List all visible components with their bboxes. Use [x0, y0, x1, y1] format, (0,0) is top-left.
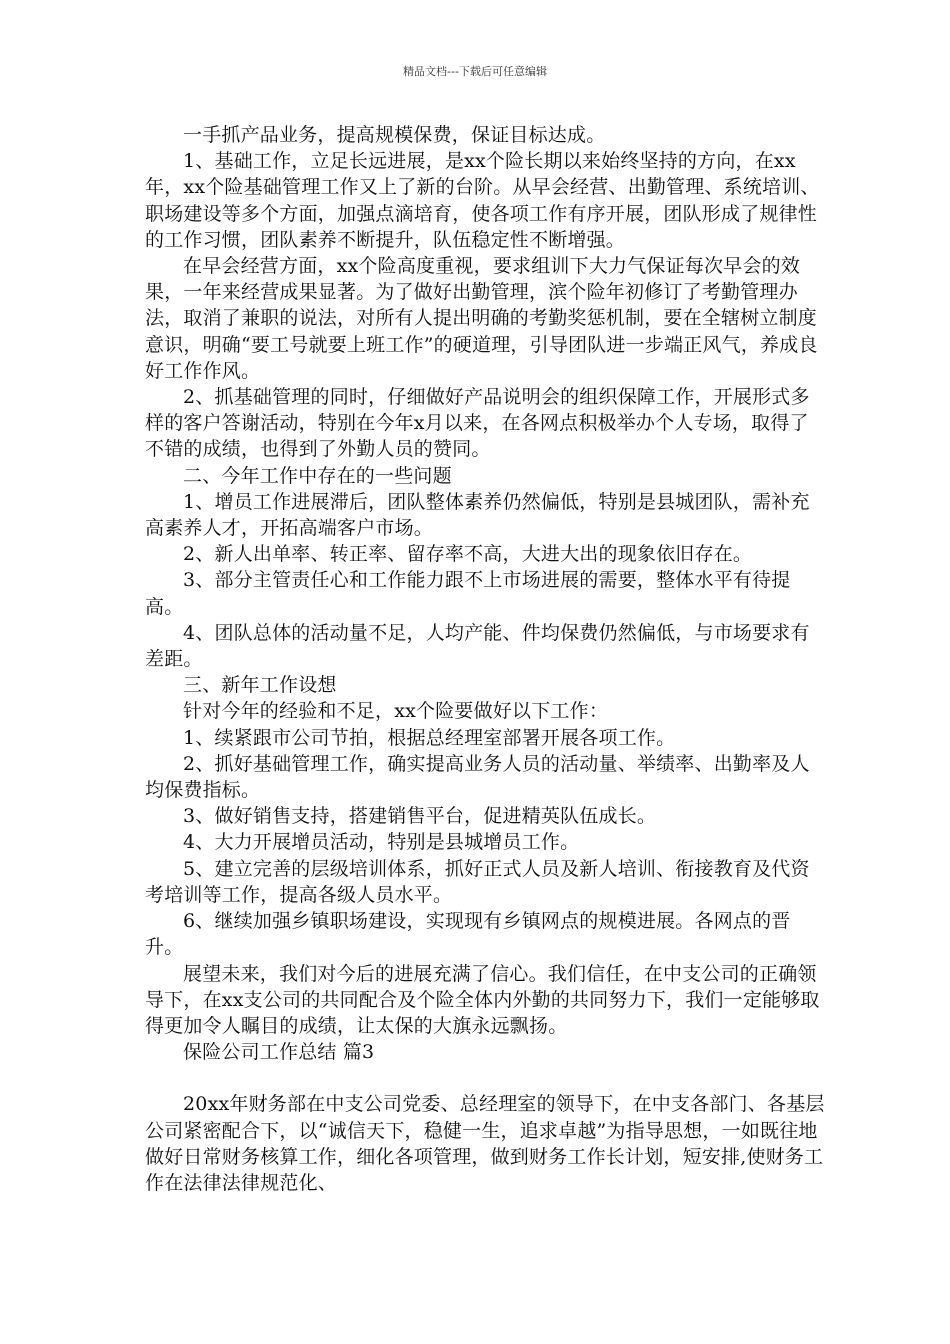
paragraph: 展望未来，我们对今后的进展充满了信心。我们信任，在中支公司的正确领导下，在xx支公司的共同配合及个险全体内外勤的共同努力下，我们一定能够取得更加令人瞩目的成绩，让太保的大旗永远飘扬。 — [145, 962, 820, 1037]
blank-line — [145, 1065, 825, 1091]
document-body — [145, 122, 825, 1196]
paragraph: 1、增员工作进展滞后，团队整体素养仍然偏低，特别是县城团队，需补充高素养人才，开拓高端客户市场。 — [145, 490, 810, 540]
paragraph: 一手抓产品业务，提高规模保费，保证目标达成。 — [183, 124, 606, 146]
paragraph: 5、建立完善的层级培训体系，抓好正式人员及新人培训、衔接教育及代资考培训等工作，提高各级人员水平。 — [145, 857, 810, 906]
paragraph: 6、继续加强乡镇职场建设，实现现有乡镇网点的规模进展。各网点的晋升。 — [145, 910, 791, 959]
paragraph: 2、抓基础管理的同时，仔细做好产品说明会的组织保障工作，开展形式多样的客户答谢活动，特别在今年x月以来，在各网点积极举办个人专场，取得了不错的成绩，也得到了外勤人员的赞同。 — [145, 386, 810, 461]
paragraph: 3、部分主管责任心和工作能力跟不上市场进展的需要，整体水平有待提高。 — [145, 569, 791, 618]
page-header: 精品文档---下载后可任意编辑 — [403, 65, 547, 78]
section-heading: 三、新年工作设想 — [183, 674, 337, 697]
section-title: 保险公司工作总结 篇3 — [183, 1041, 375, 1064]
section-heading: 二、今年工作中存在的一些问题 — [183, 464, 452, 487]
paragraph: 在早会经营方面，xx个险高度重视，要求组训下大力气保证每次早会的效果，一年来经营成果显著。为了做好出勤管理，滨个险年初修订了考勤管理办法，取消了兼职的说法，对所有人提出明确的考勤奖惩机制，要在全辖树立制度意识，明确“要工号就要上班工作”的硬道理，引导团队进一步端正风气，养成良好工作作风。 — [145, 255, 818, 382]
paragraph: 2、新人出单率、转正率、留存率不高，大进大出的现象依旧存在。 — [183, 543, 753, 566]
paragraph: 4、团队总体的活动量不足，人均产能、件均保费仍然偏低，与市场要求有差距。 — [145, 621, 810, 671]
paragraph: 20xx年财务部在中支公司党委、总经理室的领导下，在中支各部门、各基层公司紧密配合下，以“诚信天下，稳健一生，追求卓越”为指导思想，一如既往地做好日常财务核算工作，细化各项管理，做到财务工作长计划，短安排,使财务工作在法律法律规范化、 — [145, 1093, 825, 1194]
paragraph: 针对今年的经验和不足，xx个险要做好以下工作： — [183, 700, 609, 723]
paragraph: 3、做好销售支持，搭建销售平台，促进精英队伍成长。 — [183, 805, 657, 828]
paragraph: 2、抓好基础管理工作，确实提高业务人员的活动量、举绩率、出勤率及人均保费指标。 — [145, 752, 810, 802]
paragraph: 4、大力开展增员活动，特别是县城增员工作。 — [183, 831, 580, 854]
paragraph: 1、基础工作，立足长远进展，是xx个险长期以来始终坚持的方向，在xx年，xx个险基础管理工作又上了新的台阶。从早会经营、出勤管理、系统培训、职场建设等多个方面，加强点滴培育，使各项工作有序开展，团队形成了规律性的工作习惯，团队素养不断提升，队伍稳定性不断增强。 — [145, 150, 820, 251]
paragraph: 1、续紧跟市公司节拍，根据总经理室部署开展各项工作。 — [183, 726, 676, 749]
